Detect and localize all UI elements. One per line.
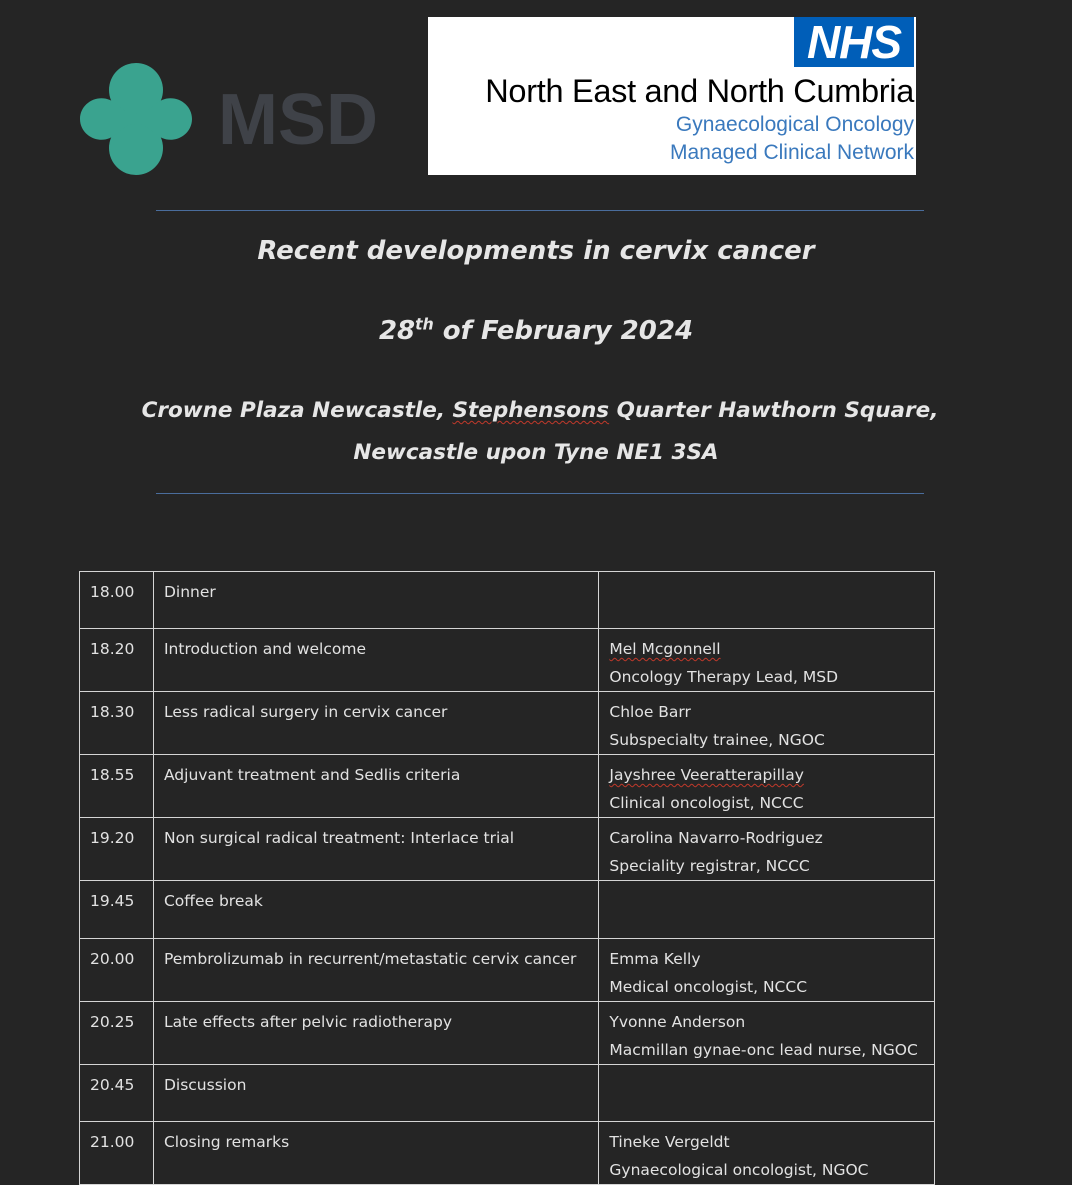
speaker-name: Chloe Barr <box>609 703 691 721</box>
nhs-network-line2: Managed Clinical Network <box>670 141 914 164</box>
agenda-row <box>80 692 935 755</box>
agenda-time: 18.55 <box>80 755 154 818</box>
speaker-name: Mel Mcgonnell <box>609 640 721 658</box>
agenda-table <box>79 571 935 1185</box>
agenda-speaker-cell <box>599 1122 935 1185</box>
agenda-topic: Dinner <box>153 572 598 629</box>
msd-logo-text: MSD <box>218 80 378 160</box>
speaker-name: Emma Kelly <box>609 950 701 968</box>
agenda-time: 21.00 <box>80 1122 154 1185</box>
agenda-row <box>80 629 935 692</box>
speaker-role: Gynaecological oncologist, NGOC <box>609 1161 869 1179</box>
agenda-time: 18.20 <box>80 629 154 692</box>
speaker-name: Yvonne Anderson <box>609 1013 746 1031</box>
agenda-speaker-cell <box>599 692 935 755</box>
nhs-network-line1: Gynaecological Oncology <box>675 113 914 136</box>
agenda-topic: Less radical surgery in cervix cancer <box>153 692 598 755</box>
event-date-day: 28 <box>378 316 416 346</box>
msd-logo <box>78 60 388 178</box>
speaker-role: Macmillan gynae-onc lead nurse, NGOC <box>609 1041 918 1059</box>
top-divider <box>156 210 924 211</box>
speaker-role: Speciality registrar, NCCC <box>609 857 810 875</box>
agenda-topic-text: Pembrolizumab in recurrent/metastatic cervix cancer <box>163 950 577 968</box>
agenda-topic: Adjuvant treatment and Sedlis criteria <box>153 755 598 818</box>
agenda-topic: Late effects after pelvic radiotherapy <box>153 1002 598 1065</box>
agenda-row <box>80 572 935 629</box>
agenda-row <box>80 755 935 818</box>
speaker-role: Subspecialty trainee, NGOC <box>609 731 825 749</box>
event-title: Recent developments in cervix cancer <box>257 236 815 266</box>
venue-part-2: Stephensons <box>452 398 610 423</box>
agenda-row <box>80 1122 935 1185</box>
agenda-topic: Introduction and welcome <box>153 629 598 692</box>
agenda-time: 20.45 <box>80 1065 154 1122</box>
agenda-speaker-cell <box>599 939 935 1002</box>
speaker-role: Oncology Therapy Lead, MSD <box>609 668 839 686</box>
agenda-row <box>80 1002 935 1065</box>
speaker-name: Carolina Navarro-Rodriguez <box>609 829 823 847</box>
agenda-topic: Non surgical radical treatment: Interlace trial <box>153 818 598 881</box>
nhs-region-name: North East and North Cumbria <box>485 73 914 109</box>
speaker-role: Medical oncologist, NCCC <box>609 978 808 996</box>
speaker-name: Tineke Vergeldt <box>609 1133 730 1151</box>
event-date-rest: of February 2024 <box>433 316 694 346</box>
venue-part-3: Quarter Hawthorn Square, <box>609 398 939 423</box>
agenda-topic: Discussion <box>153 1065 598 1122</box>
agenda-speaker-cell <box>599 755 935 818</box>
agenda-row <box>80 881 935 939</box>
venue-line-1 <box>40 398 1040 423</box>
agenda-speaker-cell <box>599 881 935 939</box>
agenda-time: 19.20 <box>80 818 154 881</box>
agenda-row <box>80 939 935 1002</box>
agenda-speaker-cell <box>599 818 935 881</box>
speaker-role: Clinical oncologist, NCCC <box>609 794 804 812</box>
nhs-network-logo <box>428 17 916 175</box>
event-date-suffix: th <box>415 315 434 334</box>
agenda-speaker-cell <box>599 1065 935 1122</box>
agenda-row <box>80 1065 935 1122</box>
agenda-speaker-cell <box>599 629 935 692</box>
agenda-topic: Coffee break <box>153 881 598 939</box>
agenda-time: 19.45 <box>80 881 154 939</box>
agenda-row <box>80 818 935 881</box>
agenda-time: 20.00 <box>80 939 154 1002</box>
agenda-topic <box>153 939 598 1002</box>
bottom-divider <box>156 493 924 494</box>
agenda-time: 18.00 <box>80 572 154 629</box>
speaker-name: Jayshree Veeratterapillay <box>609 766 804 784</box>
nhs-badge: NHS <box>794 17 914 67</box>
venue-part-1: Crowne Plaza Newcastle, <box>141 398 453 423</box>
agenda-time: 20.25 <box>80 1002 154 1065</box>
agenda-time: 18.30 <box>80 692 154 755</box>
agenda-speaker-cell <box>599 1002 935 1065</box>
venue-line-2: Newcastle upon Tyne NE1 3SA <box>353 440 719 465</box>
agenda-topic: Closing remarks <box>153 1122 598 1185</box>
agenda-speaker-cell <box>599 572 935 629</box>
event-date <box>0 316 1072 346</box>
